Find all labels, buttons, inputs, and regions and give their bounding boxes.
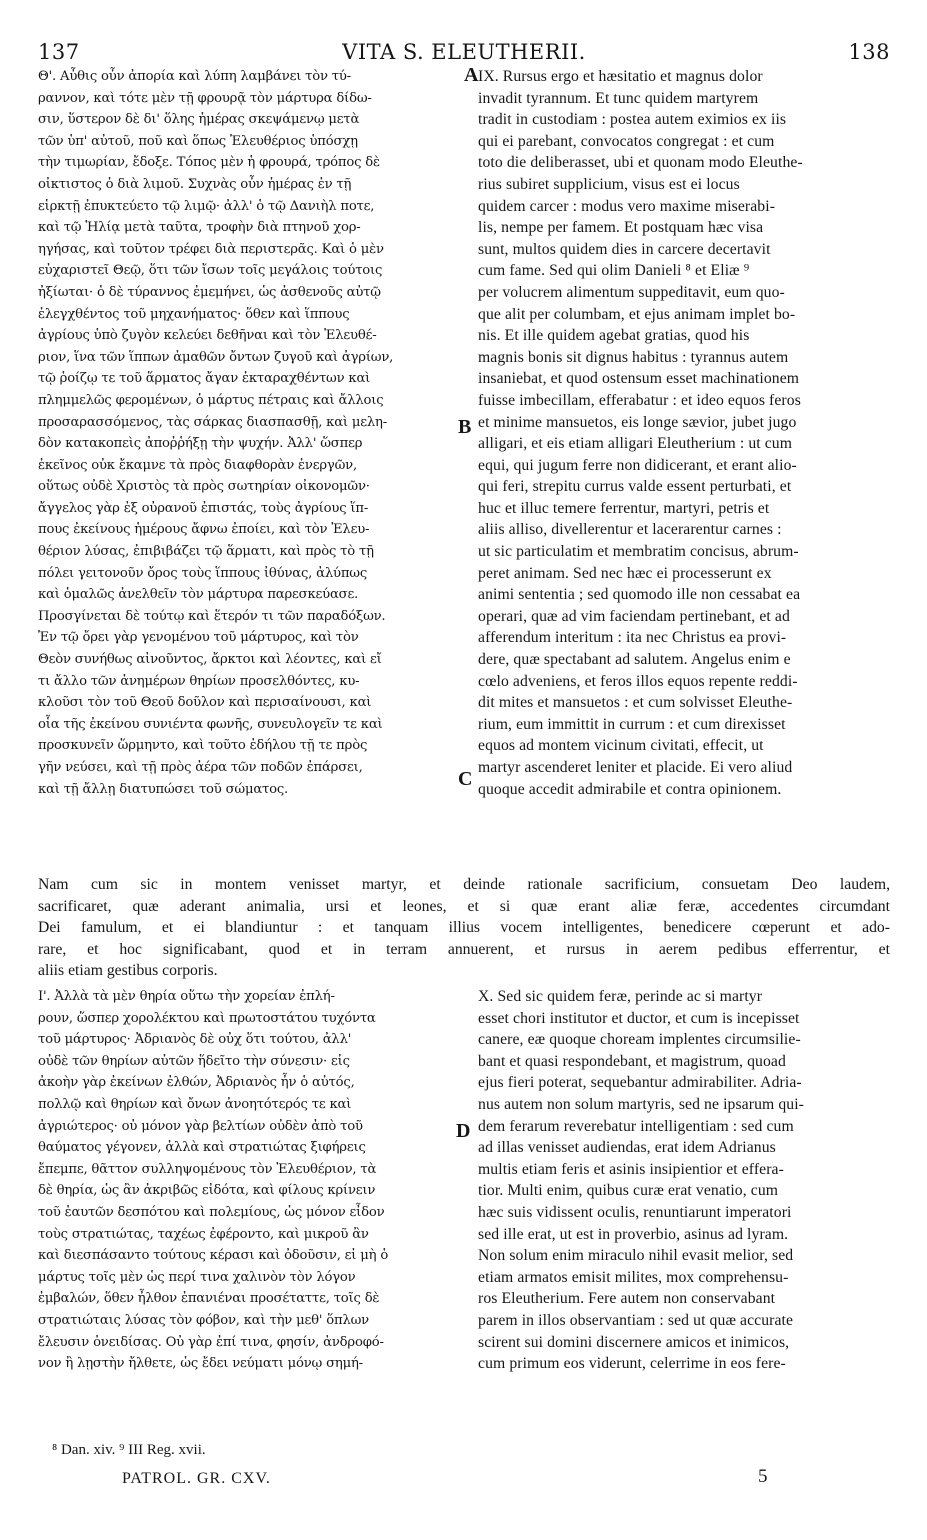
latin-text-line: et minime mansuetos, eis longe sævior, jubet jugo bbox=[478, 413, 797, 431]
greek-text-line: οὐδὲ τῶν θηρίων αὐτῶν ἥδεῖτο τὴν σύνεσιν· εἰς bbox=[38, 1053, 350, 1069]
latin-text-line: rium, eum immittit in currum : et cum direxisset bbox=[478, 715, 786, 733]
latin-text-line: per volucrem alimentum suppeditavit, eum quo- bbox=[478, 283, 785, 301]
greek-text-line: τῶν ὑπ' αὐτοῦ, ποῦ καὶ ὅπως Ἐλευθέριος ὑπόσχῃ bbox=[38, 133, 358, 149]
latin-text-line: dem ferarum reverebatur intelligentiam : sed cum bbox=[478, 1117, 794, 1135]
latin-text-line: hæc suis vidissent oculis, renuntiarunt imperatori bbox=[478, 1203, 792, 1221]
greek-text-line: ἄγγελος γὰρ ἐξ οὐρανοῦ ἐπιστάς, τοὺς ἀγρίους ἵπ- bbox=[38, 500, 369, 516]
latin-text-line: canere, eæ quoque choream implentes circumsilie- bbox=[478, 1031, 801, 1049]
latin-text-line: huc et illuc temere ferrentur, martyri, petris et bbox=[478, 499, 770, 517]
full-width-text-line: Nam cum sic in montem venisset martyr, et deinde rationale sacrificium, consuetam Deo laudem, bbox=[38, 876, 890, 893]
signature-right: 5 bbox=[758, 1466, 768, 1487]
full-width-text-line: aliis etiam gestibus corporis. bbox=[38, 962, 218, 980]
greek-text-line: ριον, ἵνα τῶν ἵππων ἀμαθῶν ὄντων ζυγοῦ καὶ ἀγρίων, bbox=[38, 349, 394, 365]
latin-text-line: dere, quæ spectabant ad salutem. Angelus enim e bbox=[478, 651, 791, 669]
greek-text-line: προσκυνεῖν ὥρμηντο, καὶ τοῦτο ἐδήλου τῇ τε πρὸς bbox=[38, 738, 368, 754]
greek-text-line: ἔλευσιν ὀνειδίσας. Οὐ γὰρ ἐπί τινα, φησίν, ἀνδροφό- bbox=[38, 1334, 384, 1350]
latin-text-line: cum fame. Sed qui olim Danieli ⁸ et Eliæ ⁹ bbox=[478, 262, 750, 280]
latin-text-line: aliis alliso, divellerentur et lacerarentur carnes : bbox=[478, 521, 782, 539]
greek-text-line: Θεὸν συνήθως αἰνοῦντος, ἄρκτοι καὶ λέοντες, καὶ εἴ bbox=[38, 652, 382, 668]
latin-text-line: X. Sed sic quidem feræ, perinde ac si martyr bbox=[478, 988, 763, 1005]
greek-text-line: ηγήσας, καὶ τοῦτον τρέφει διὰ περιστερᾶς. Καὶ ὁ μὲν bbox=[38, 241, 384, 257]
greek-text-line: ραννον, καὶ τότε μὲν τῇ φρουρᾷ τὸν μάρτυρα δίδω- bbox=[38, 90, 372, 106]
page-number-left: 137 bbox=[38, 40, 80, 64]
latin-text-line: multis etiam feris et asinis insipientior et effera- bbox=[478, 1160, 784, 1178]
latin-text-line: ejus fieri poterat, sequebantur admirabiliter. Adria- bbox=[478, 1074, 802, 1092]
greek-text-line: κλοῦσι τὸν τοῦ Θεοῦ δοῦλον καὶ περισαίνουσι, καὶ bbox=[38, 695, 372, 711]
latin-text-line: nus autem non solum martyris, sed ne ipsarum qui- bbox=[478, 1095, 805, 1113]
greek-text-line: καὶ ὁμαλῶς ἀνελθεῖν τὸν μάρτυρα παρεσκεύασε. bbox=[38, 587, 359, 603]
greek-text-line: πλημμελῶς φερομένων, ὁ μάρτυς πέτραις καὶ ἄλλοις bbox=[38, 392, 384, 408]
latin-text-line: ros Eleutherium. Fere autem non conservabant bbox=[478, 1290, 776, 1308]
latin-text-line: sed ille erat, ut est in proverbio, asinus ad lyram. bbox=[478, 1225, 789, 1243]
latin-text-line: invadit tyrannum. Et tunc quidem martyrem bbox=[478, 89, 759, 107]
greek-column-1 bbox=[38, 66, 462, 800]
greek-text-line: τὴν τιμωρίαν, ἔδοξε. Τόπος μὲν ἡ φρουρά, τρόπος δὲ bbox=[38, 155, 380, 171]
greek-text-line: ἐλεγχθέντος τοῦ μηχανήματος· ὅθεν καὶ ἵππους bbox=[38, 306, 350, 322]
page-number-right: 138 bbox=[848, 40, 890, 64]
margin-marker-c: C bbox=[458, 768, 473, 790]
greek-text-line: μάρτυς τοῖς μὲν ὡς περί τινα χαλινὸν τὸν λόγον bbox=[38, 1269, 356, 1285]
greek-text-line: ἐμβαλών, ὅθεν ἦλθον ἐπανιέναι προσέταττε, τοῖς δὲ bbox=[38, 1291, 380, 1307]
full-width-text-line: Dei famulum, et ei blandiuntur : et tanquam illius vocem intelligentes, benedicere cœperunt et ado- bbox=[38, 919, 890, 937]
margin-marker-b: B bbox=[458, 416, 472, 438]
signature-left: PATROL. GR. CXV. bbox=[122, 1470, 271, 1487]
greek-text-line: νον ἢ λῃστὴν ἤλθετε, ὡς ἔδει νεύματι μόνῳ σημή- bbox=[38, 1356, 363, 1372]
greek-text-line: πολλῷ καὶ θηρίων καὶ ὄνων ἀνοητότερός τε καὶ bbox=[38, 1096, 352, 1112]
running-title: VITA S. ELEUTHERII. bbox=[342, 40, 586, 64]
footnotes: ⁸ Dan. xiv. ⁹ III Reg. xvii. bbox=[52, 1442, 206, 1458]
latin-text-line: que alit per columbam, et ejus animam implet bo- bbox=[478, 305, 796, 323]
latin-text-line: nis. Et ille quidem agebat gratias, quod his bbox=[478, 327, 750, 345]
greek-text-line: στρατιώταις λύσας τὸν φόβον, καὶ τὴν μεθ' ὅπλων bbox=[38, 1312, 369, 1328]
greek-text-line: εἱρκτῇ ἐπυκτεύετο τῷ λιμῷ· ἀλλ' ὁ τῷ Δανιὴλ ποτε, bbox=[38, 198, 375, 214]
greek-text-line: Ἐν τῷ ὄρει γὰρ γενομένου τοῦ μάρτυρος, καὶ τὸν bbox=[38, 630, 359, 646]
latin-text-line: animi sententia ; sed quomodo ille non cessabat ea bbox=[478, 586, 801, 604]
latin-text-line: dit mites et mansuetos : et cum solvisset Eleuthe- bbox=[478, 694, 793, 712]
greek-text-line: οἰκτιστος ὁ διὰ λιμοῦ. Συχνὰς οὖν ἡμέρας ἐν τῇ bbox=[38, 176, 352, 192]
latin-text-line: cum primum eos viderunt, celerrime in eos fere- bbox=[478, 1355, 786, 1373]
greek-text-line: καὶ τῷ Ἡλίᾳ μετὰ ταῦτα, τροφὴν διὰ πτηνοῦ χορ- bbox=[38, 220, 361, 236]
greek-text-line: καὶ τῇ ἄλλῃ διατυπώσει τοῦ σώματος. bbox=[38, 781, 289, 797]
latin-column-2 bbox=[478, 986, 890, 1375]
latin-text-line: equos ad montem vicinum civitati, effecit, ut bbox=[478, 737, 764, 755]
latin-text-line: qui feri, strepitu currus valde essent perturbati, et bbox=[478, 478, 792, 496]
latin-text-line: quidem carcer : modus vero maxime miserabi- bbox=[478, 197, 776, 215]
greek-text-line: εὐχαριστεῖ Θεῷ, ὅτι τῶν ἴσων τοῖς μεγάλοις τούτοις bbox=[38, 263, 383, 279]
greek-text-line: ἀγριώτερος· οὐ μόνον γὰρ βελτίων οὐδὲν ἀπὸ τοῦ bbox=[38, 1118, 363, 1134]
latin-text-line: ad illas venisset audiendas, erat idem Adrianus bbox=[478, 1139, 776, 1157]
greek-text-line: τῷ ῥοίζῳ τε τοῦ ἅρματος ἄγαν ἐκταραχθέντων καὶ bbox=[38, 371, 371, 387]
margin-marker-d: D bbox=[456, 1120, 471, 1142]
latin-text-line: cœlo adveniens, et feros illos equos repente reddi- bbox=[478, 672, 798, 690]
greek-text-line: θαύματος γέγονεν, ἀλλὰ καὶ στρατιώτας ξιφήρεις bbox=[38, 1140, 366, 1156]
greek-text-line: οὕτως οὐδὲ Χριστὸς τὰ πρὸς σωτηρίαν οἰκονομῶν· bbox=[38, 479, 370, 495]
latin-text-line: bant et quasi respondebant, et magistrum, quoad bbox=[478, 1052, 786, 1070]
latin-text-line: peret animam. Sed nec hæc ei processerunt ex bbox=[478, 564, 772, 582]
latin-text-line: afferendum interitum : ita nec Christus ea provi- bbox=[478, 629, 787, 647]
latin-text-line: toto die deliberasset, ubi et quonam modo Eleuthe- bbox=[478, 154, 803, 172]
latin-text-line: parem in illos observantiam : sed ut quæ accurate bbox=[478, 1311, 794, 1329]
greek-text-line: ἀκοὴν γὰρ ἐκείνων ἐλθών, Ἀδριανὸς ἦν ὁ αὐτός, bbox=[38, 1075, 355, 1091]
greek-text-line: πόλει γειτονοῦν ὄρος τοὺς ἵππους ἰθύνας, ἀλύπως bbox=[38, 565, 368, 581]
greek-column-2 bbox=[38, 986, 462, 1375]
greek-text-line: θέριον λύσας, ἐπιβιβάζει τῷ ἅρματι, καὶ πρὸς τὸ τῇ bbox=[38, 544, 374, 560]
latin-text-line: Non solum enim miraculo nihil evasit melior, sed bbox=[478, 1247, 794, 1265]
greek-text-line: ἔπεμπε, θᾶττον συλληψομένους τὸν Ἐλευθέριον, τὰ bbox=[38, 1161, 377, 1177]
greek-text-line: Θ'. Αὖθις οὖν ἀπορία καὶ λύπη λαμβάνει τὸν τύ- bbox=[38, 69, 351, 84]
latin-text-line: etiam armatos emisit milites, mox comprehensu- bbox=[478, 1268, 789, 1286]
full-width-text-line: rare, et hoc significabant, quod et in terram annuerent, et rursus in aerem pedibus efferrentur, et bbox=[38, 940, 890, 958]
latin-text-line: equi, qui jugum ferre non didicerant, et erant alio- bbox=[478, 456, 797, 474]
latin-text-line: fuisse imbecillam, efferabatur : et ideo equos feros bbox=[478, 391, 801, 409]
greek-text-line: δὲ θηρία, ὡς ἂν ἀκριβῶς εἰδότα, καὶ φίλους κρίνειν bbox=[38, 1183, 376, 1199]
greek-text-line: ἀγρίους ὑπὸ ζυγὸν κελεύει δεθῆναι καὶ τὸν Ἐλευθέ- bbox=[38, 328, 377, 344]
greek-text-line: ἠξίωται· ὁ δὲ τύραννος ἐμεμήνει, ὡς ἀσθενοῦς αὐτῷ bbox=[38, 284, 381, 300]
greek-text-line: τοὺς στρατιώτας, ταχέως ἐφέροντο, καὶ μικροῦ ἂν bbox=[38, 1226, 369, 1242]
latin-text-line: sunt, multos quidem dies in carcere decertavit bbox=[478, 240, 771, 258]
latin-text-line: magnis bonis sit dignus habitus : tyrannus autem bbox=[478, 348, 789, 366]
greek-text-line: τοῦ ἑαυτῶν δεσπότου καὶ πολεμίους, ὡς μόνον εἶδον bbox=[38, 1204, 385, 1220]
latin-text-line: lis, nempe per famem. Et postquam hæc visa bbox=[478, 219, 764, 237]
greek-text-line: Ι'. Ἀλλὰ τὰ μὲν θηρία οὕτω τὴν χορείαν ἐπλή- bbox=[38, 989, 335, 1004]
latin-text-line: martyr ascenderet leniter et placide. Ei vero aliud bbox=[478, 759, 793, 776]
greek-text-line: προσαρασσόμενος, τὰς σάρκας διασπασθῇ, καὶ μελη- bbox=[38, 414, 388, 430]
greek-text-line: δὸν κατακοπεὶς ἀποῤῥήξῃ τὴν ψυχήν. Ἀλλ' ὥσπερ bbox=[38, 436, 363, 452]
greek-text-line: τι ἄλλο τῶν ἀνημέρων θηρίων προσελθόντες, κυ- bbox=[38, 673, 360, 689]
latin-text-line: tradit in custodiam : postea autem eximios ex iis bbox=[478, 111, 787, 129]
greek-text-line: οἷα τῆς ἐκείνου συνιέντα φωνῆς, συνευλογεῖν τε καὶ bbox=[38, 716, 383, 732]
greek-text-line: σιν, ὕστερον δὲ δι' ὅλης ἡμέρας σκεψάμενῳ μετὰ bbox=[38, 112, 360, 128]
full-width-text-line: sacrificaret, quæ aderant animalia, ursi et leones, et si quæ erant aliæ feræ, accedentes circumdant bbox=[38, 897, 890, 915]
full-width-paragraph bbox=[38, 874, 890, 982]
greek-text-line: γῆν νεύσει, καὶ τῇ πρὸς ἀέρα τῶν ποδῶν ἐπάρσει, bbox=[38, 760, 363, 775]
greek-text-line: τοῦ μάρτυρος· Ἀδριανὸς δὲ οὐχ ὅτι τούτου, ἀλλ' bbox=[38, 1032, 352, 1048]
latin-text-line: qui ei parebant, convocatos congregat : et cum bbox=[478, 132, 775, 150]
latin-text-line: tior. Multi enim, quibus curæ erat venatio, cum bbox=[478, 1182, 779, 1200]
greek-text-line: πους ἐκείνους ἡμέρους ἄφνω ἐποίει, καὶ τὸν Ἐλευ- bbox=[38, 522, 370, 538]
latin-text-line: quoque accedit admirabile et contra opinionem. bbox=[478, 780, 782, 798]
latin-text-line: rius subiret supplicium, visus est ei locus bbox=[478, 175, 740, 193]
latin-text-line: ut sic particulatim et membratim concisus, abrum- bbox=[478, 543, 799, 561]
greek-text-line: ἐκεῖνος οὐκ ἔκαμνε τὰ πρὸς διαφθορὰν ἐνεργῶν, bbox=[38, 457, 357, 473]
latin-text-line: operari, quæ ad vim faciendam pertinebant, et ad bbox=[478, 607, 790, 625]
latin-text-line: esset chori institutor et ductor, et cum is incepisset bbox=[478, 1009, 800, 1027]
margin-marker-a: A bbox=[464, 64, 479, 86]
latin-text-line: insaniebat, et quod ostensum esset machinationem bbox=[478, 370, 800, 388]
latin-text-line: IX. Rursus ergo et hæsitatio et magnus dolor bbox=[478, 68, 763, 85]
greek-text-line: ρουν, ὥσπερ χορολέκτου καὶ πρωτοστάτου τυχόντα bbox=[38, 1010, 376, 1026]
latin-text-line: scirent sui domini discernere amicos et inimicos, bbox=[478, 1333, 790, 1351]
latin-text-line: alligari, et eis etiam alligari Eleutherium : ut cum bbox=[478, 435, 793, 453]
latin-column-1 bbox=[478, 66, 890, 800]
greek-text-line: καὶ διεσπάσαντο τούτους κέρασι καὶ ὀδοῦσιν, εἰ μὴ ὁ bbox=[38, 1248, 389, 1264]
greek-text-line: Προσγίνεται δὲ τούτῳ καὶ ἕτερόν τι τῶν παραδόξων. bbox=[38, 608, 386, 624]
